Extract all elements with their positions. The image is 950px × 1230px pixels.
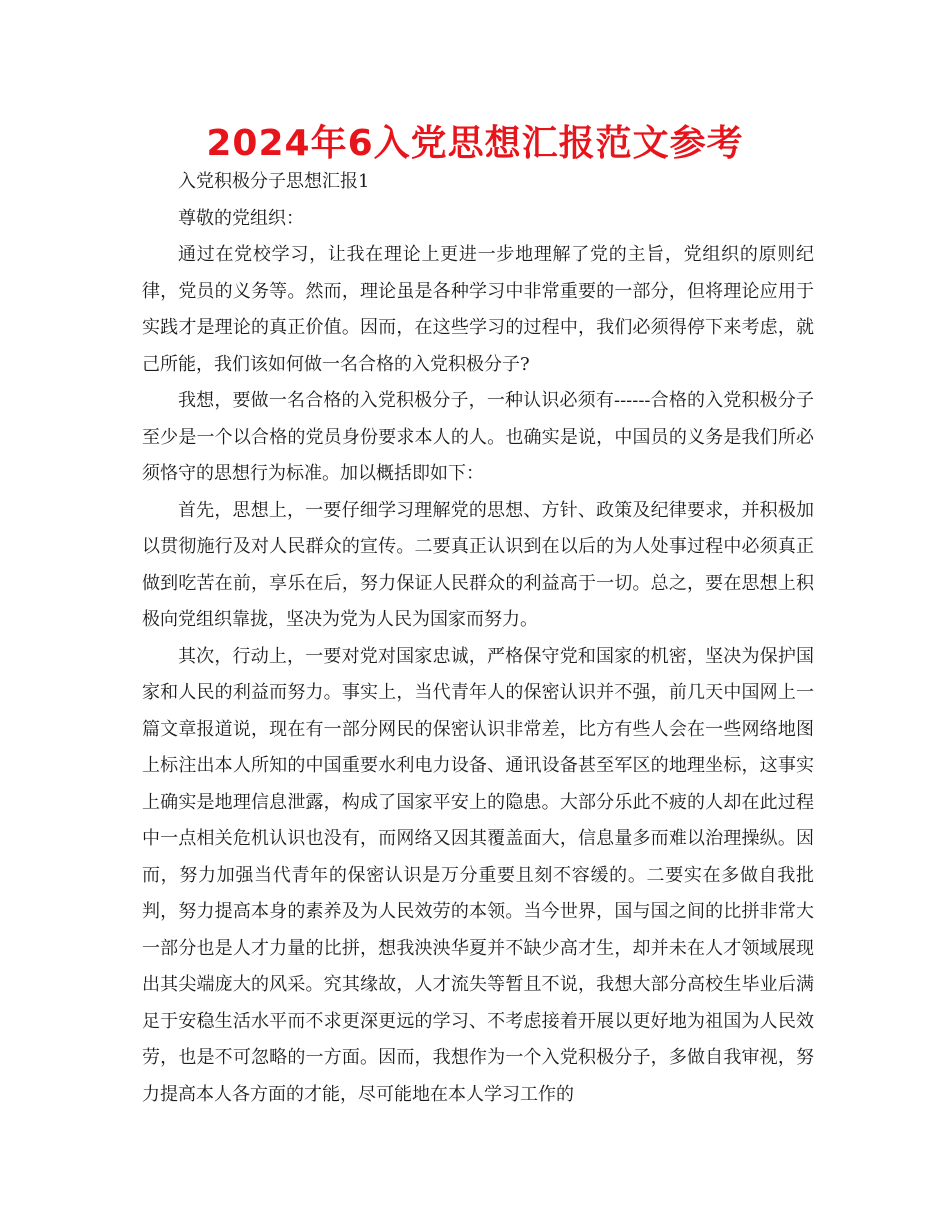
document-body xyxy=(142,164,814,1113)
paragraph-heading: 入党积极分子思想汇报1 xyxy=(178,171,370,192)
paragraph-salutation: 尊敬的党组织： xyxy=(178,207,304,229)
paragraph: 其次，行动上，一要对党对国家忠诚，严格保守党和国家的机密，坚决为保护国家和人民的利益而努力。事实上，当代青年人的保密认识并不强，前几天中国网上一篇文章报道说，现在有一部分网民的保密认识非常差，比方有些人会在一些网络地图上标注出本人所知的中国重要水利电力设备、通讯设备甚至军区的地理坐标，这事实上确实是地理信息泄露，构成了国家平安上的隐患。大部分乐此不疲的人却在此过程中一点相关危机认识也没有，而网络又因其覆盖面大，信息量多而难以治理操纵。因而，努力加强当代青年的保密认识是万分重要且刻不容缓的。二要实在多做自我批判，努力提高本身的素养及为人民效劳的本领。当今世界，国与国之间的比拼非常大一部分也是人才力量的比拼，想我泱泱华夏并不缺少高才生，却并未在人才领域展现出其尖端庞大的风采。究其缘故，人才流失等暂且不说，我想大部分高校生毕业后满足于安稳生活水平而不求更深更远的学习、不考虑接着开展以更好地为祖国为人民效劳，也是不可忽略的一方面。因而，我想作为一个入党积极分子，多做自我审视，努力提高本人各方面的才能，尽可能地在本人学习工作的 xyxy=(142,645,814,1105)
paragraph: 通过在党校学习，让我在理论上更进一步地理解了党的主旨，党组织的原则纪律，党员的义务等。然而，理论虽是各种学习中非常重要的一部分，但将理论应用于实践才是理论的真正价值。因而，在这些学习的过程中，我们必须得停下来考虑，就己所能，我们该如何做一名合格的入党积极分子? xyxy=(142,244,814,375)
paragraph: 首先，思想上，一要仔细学习理解党的思想、方针、政策及纪律要求，并积极加以贯彻施行及对人民群众的宣传。二要真正认识到在以后的为人处事过程中必须真正做到吃苦在前，享乐在后，努力保证人民群众的利益高于一切。总之，要在思想上积极向党组织靠拢，坚决为党为人民为国家而努力。 xyxy=(142,499,814,630)
paragraph: 我想，要做一名合格的入党积极分子，一种认识必须有------合格的入党积极分子至少是一个以合格的党员身份要求本人的人。也确实是说，中国员的义务是我们所必须恪守的思想行为标准。加以概括即如下： xyxy=(142,390,814,484)
page-title: 2024年6入党思想汇报范文参考 xyxy=(206,123,744,164)
